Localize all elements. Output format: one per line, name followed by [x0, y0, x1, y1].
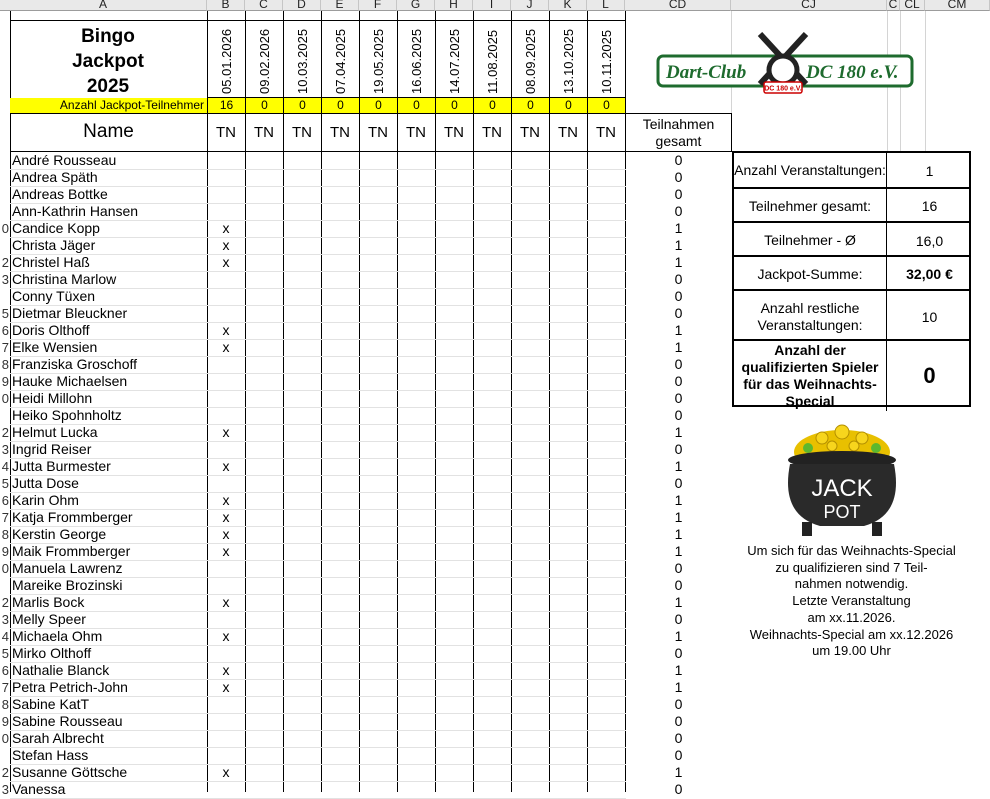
row-number: 6 [1, 493, 9, 508]
tn-header: TN [444, 124, 464, 141]
column-header-k[interactable]: K [549, 0, 587, 11]
event-date: 07.04.2025 [333, 28, 348, 94]
info-line: am xx.11.2026. [807, 609, 896, 625]
row-number: 5 [1, 476, 9, 491]
row-number: 8 [1, 697, 9, 712]
participant-name[interactable]: Candice Kopp [12, 220, 100, 236]
stat-value: 1 [925, 162, 934, 179]
attendance-total: 0 [674, 390, 683, 406]
column-header-c[interactable]: C [887, 0, 900, 11]
row-number [0, 288, 9, 305]
title-line: Bingo [81, 26, 135, 47]
stat-row [734, 339, 969, 411]
attendance-mark[interactable] [207, 560, 245, 577]
attendance-mark[interactable] [207, 169, 245, 186]
attendance-total: 0 [674, 713, 683, 729]
svg-text:DC 180 e.V.: DC 180 e.V. [764, 85, 802, 93]
stat-value: 16,0 [915, 232, 944, 249]
attendance-mark[interactable] [207, 203, 245, 220]
participant-name[interactable]: Katja Frommberger [12, 509, 133, 525]
stat-value: 32,00 € [906, 266, 953, 282]
attendance-mark[interactable]: x [222, 764, 230, 780]
row-divider [10, 475, 626, 476]
attendance-mark[interactable] [207, 475, 245, 492]
attendance-total: 1 [674, 424, 683, 440]
participants-label: Anzahl Jackpot-Teilnehmer [10, 98, 207, 113]
attendance-total: 1 [674, 492, 683, 508]
stats-panel [732, 151, 971, 407]
attendance-mark[interactable]: x [222, 526, 230, 542]
attendance-mark[interactable]: x [222, 254, 230, 270]
attendance-total: 0 [674, 407, 683, 423]
event-date: 08.09.2025 [523, 28, 538, 94]
row-divider [10, 390, 626, 391]
participant-name[interactable]: Sabine Rousseau [12, 713, 123, 729]
stat-value: 0 [923, 363, 936, 388]
stat-divider [886, 291, 887, 342]
attendance-mark[interactable] [207, 611, 245, 628]
participant-name[interactable]: Marlis Bock [12, 594, 85, 610]
row-divider [10, 254, 626, 255]
attendance-mark[interactable]: x [222, 237, 230, 253]
participant-name[interactable]: Karin Ohm [12, 492, 79, 508]
attendance-mark[interactable]: x [222, 339, 230, 355]
participant-name[interactable]: Christel Haß [12, 254, 90, 270]
attendance-total: 0 [674, 441, 683, 457]
attendance-mark[interactable] [207, 373, 245, 390]
participant-count: 0 [436, 98, 473, 113]
total-header-line: gesamt [655, 133, 702, 149]
attendance-mark[interactable]: x [222, 322, 230, 338]
attendance-mark[interactable]: x [222, 594, 230, 610]
stat-row [734, 221, 969, 258]
row-number: 7 [1, 680, 9, 695]
sheet-title [12, 24, 204, 99]
attendance-total: 0 [674, 373, 683, 389]
participant-count: 0 [398, 98, 435, 113]
column-header-a[interactable]: A [0, 0, 207, 11]
participant-name[interactable]: Petra Petrich-John [12, 679, 128, 695]
participant-count: 0 [322, 98, 359, 113]
row-divider [10, 288, 626, 289]
stat-divider [886, 153, 887, 188]
stat-label: Anzahl restliche Veranstaltungen: [757, 299, 863, 333]
participant-name[interactable]: Michaela Ohm [12, 628, 103, 644]
svg-text:JACK: JACK [811, 475, 873, 502]
attendance-total: 1 [674, 543, 683, 559]
jackpot-pot-image [780, 420, 905, 538]
row-number: 7 [1, 510, 9, 525]
column-header-c[interactable]: C [245, 0, 283, 11]
row-divider [10, 220, 626, 221]
attendance-total: 0 [674, 560, 683, 576]
row-number [0, 577, 9, 594]
row-number: 0 [1, 221, 9, 236]
participant-name[interactable]: Jutta Dose [12, 475, 79, 491]
attendance-total: 1 [674, 254, 683, 270]
attendance-mark[interactable] [207, 713, 245, 730]
participant-count: 0 [246, 98, 283, 113]
stat-row [734, 153, 969, 188]
row-number: 2 [1, 425, 9, 440]
tn-header: TN [254, 124, 274, 141]
tn-header: TN [216, 124, 236, 141]
attendance-total: 1 [674, 628, 683, 644]
attendance-total: 1 [674, 526, 683, 542]
attendance-mark[interactable] [207, 152, 245, 169]
column-header-h[interactable]: H [435, 0, 473, 11]
total-header-line: Teilnahmen [642, 116, 715, 132]
title-line: 2025 [86, 76, 130, 97]
attendance-total: 0 [674, 356, 683, 372]
tn-header: TN [558, 124, 578, 141]
attendance-total: 0 [674, 696, 683, 712]
column-header-i[interactable]: I [473, 0, 511, 11]
grid-vline-light [925, 11, 926, 151]
attendance-mark[interactable] [207, 696, 245, 713]
row-number: 5 [1, 646, 9, 661]
row-divider [10, 492, 626, 493]
stat-value: 10 [921, 308, 938, 325]
stat-divider [886, 257, 887, 291]
participant-count: 0 [360, 98, 397, 113]
column-header-g[interactable]: G [397, 0, 435, 11]
attendance-mark[interactable] [207, 730, 245, 747]
participant-name[interactable]: Mirko Olthoff [12, 645, 92, 661]
attendance-mark[interactable]: x [222, 662, 230, 678]
attendance-total: 1 [674, 322, 683, 338]
attendance-mark[interactable] [207, 781, 245, 798]
attendance-total: 0 [674, 152, 683, 168]
participant-name[interactable]: Maik Frommberger [12, 543, 131, 559]
row-number: 7 [1, 340, 9, 355]
attendance-total: 0 [674, 577, 683, 593]
attendance-total: 0 [674, 781, 683, 797]
row-number: 0 [1, 391, 9, 406]
row-number: 2 [1, 765, 9, 780]
row-number: 4 [1, 459, 9, 474]
participant-name[interactable]: Christa Jäger [12, 237, 96, 253]
attendance-mark[interactable] [207, 441, 245, 458]
participant-name[interactable]: Dietmar Bleuckner [12, 305, 128, 321]
row-number: 3 [1, 782, 9, 797]
attendance-mark[interactable]: x [222, 492, 230, 508]
row-number: 9 [1, 374, 9, 389]
participant-name[interactable]: Vanessa [12, 781, 66, 797]
attendance-total: 0 [674, 169, 683, 185]
tn-header: TN [330, 124, 350, 141]
tn-header: TN [520, 124, 540, 141]
attendance-mark[interactable] [207, 407, 245, 424]
row-divider [10, 628, 626, 629]
attendance-mark[interactable] [207, 271, 245, 288]
participant-name[interactable]: Helmut Lucka [12, 424, 98, 440]
attendance-total: 0 [674, 271, 683, 287]
row-number [0, 747, 9, 764]
participant-name[interactable]: Nathalie Blanck [12, 662, 110, 678]
info-line: Weihnachts-Special am xx.12.2026 [749, 626, 954, 642]
participant-name[interactable]: Jutta Burmester [12, 458, 111, 474]
row-divider [10, 169, 626, 170]
participant-name[interactable]: Franziska Groschoff [12, 356, 138, 372]
row-number [0, 407, 9, 424]
attendance-mark[interactable]: x [222, 220, 230, 236]
attendance-total: 0 [674, 288, 683, 304]
row-divider [10, 696, 626, 697]
attendance-mark[interactable]: x [222, 628, 230, 644]
grid-hline [10, 20, 626, 21]
info-line: zu qualifizieren sind 7 Teil- [775, 559, 928, 575]
participant-name[interactable]: Melly Speer [12, 611, 86, 627]
column-header-b[interactable]: B [207, 0, 245, 11]
participant-name[interactable]: Kerstin George [12, 526, 107, 542]
row-number [0, 237, 9, 254]
row-number: 0 [1, 561, 9, 576]
row-number: 8 [1, 527, 9, 542]
participant-name[interactable]: Manuela Lawrenz [12, 560, 123, 576]
row-number: 9 [1, 714, 9, 729]
participant-name[interactable]: Stefan Hass [12, 747, 89, 763]
svg-text:DC 180 e.V.: DC 180 e.V. [806, 62, 899, 83]
column-header-cl[interactable]: CL [900, 0, 925, 11]
attendance-total: 0 [674, 203, 683, 219]
stat-row [734, 255, 969, 291]
attendance-total: 0 [674, 645, 683, 661]
event-date: 13.10.2025 [561, 28, 576, 94]
attendance-mark[interactable] [207, 747, 245, 764]
participant-name[interactable]: Andrea Späth [12, 169, 98, 185]
attendance-mark[interactable]: x [222, 458, 230, 474]
participant-name[interactable]: Sarah Albrecht [12, 730, 104, 746]
column-header-f[interactable]: F [359, 0, 397, 11]
attendance-total: 0 [674, 186, 683, 202]
stat-divider [886, 341, 887, 411]
row-divider [10, 781, 626, 782]
row-number: 2 [1, 595, 9, 610]
stat-label: Anzahl Veranstaltungen: [734, 162, 886, 178]
attendance-total: 1 [674, 509, 683, 525]
attendance-total: 1 [674, 220, 683, 236]
attendance-total: 1 [674, 679, 683, 695]
participant-name[interactable]: Doris Olthoff [12, 322, 90, 338]
club-logo [656, 32, 914, 96]
row-divider [10, 322, 626, 323]
row-divider [10, 611, 626, 612]
row-number: 3 [1, 442, 9, 457]
row-divider [10, 441, 626, 442]
row-number: 3 [1, 612, 9, 627]
svg-text:POT: POT [823, 502, 861, 522]
attendance-total: 1 [674, 458, 683, 474]
svg-text:Dart-Club: Dart-Club [666, 62, 747, 83]
row-number: 5 [1, 306, 9, 321]
row-number: 3 [1, 272, 9, 287]
row-divider [10, 594, 626, 595]
attendance-mark[interactable] [207, 577, 245, 594]
row-number [0, 152, 9, 169]
attendance-total: 0 [674, 730, 683, 746]
info-line: nahmen notwendig. [794, 576, 909, 592]
attendance-mark[interactable]: x [222, 679, 230, 695]
attendance-total: 1 [674, 237, 683, 253]
attendance-total: 1 [674, 594, 683, 610]
info-line: Letzte Veranstaltung [792, 593, 911, 609]
column-header-e[interactable]: E [321, 0, 359, 11]
stat-divider [886, 223, 887, 258]
row-number: 6 [1, 323, 9, 338]
participant-name[interactable]: Hauke Michaelsen [12, 373, 128, 389]
participant-count: 0 [474, 98, 511, 113]
attendance-total: 0 [674, 475, 683, 491]
column-header-l[interactable]: L [587, 0, 625, 11]
column-header-cm[interactable]: CM [925, 0, 990, 11]
tn-header: TN [292, 124, 312, 141]
participant-name[interactable]: Elke Wensien [12, 339, 98, 355]
attendance-mark[interactable] [207, 288, 245, 305]
row-divider [10, 645, 626, 646]
attendance-total: 1 [674, 339, 683, 355]
event-date: 10.03.2025 [295, 28, 310, 94]
event-date: 10.11.2025 [599, 29, 614, 94]
row-number [0, 203, 9, 220]
title-line: Jackpot [72, 51, 144, 72]
row-number [0, 169, 9, 186]
event-date: 09.02.2026 [257, 28, 272, 94]
event-date: 16.06.2025 [409, 28, 424, 94]
info-line: Um sich für das Weihnachts-Special [747, 543, 956, 558]
grid-hline [10, 151, 732, 152]
column-header-j[interactable]: J [511, 0, 549, 11]
participant-name[interactable]: Christina Marlow [12, 271, 117, 287]
row-number: 6 [1, 663, 9, 678]
stat-label: Teilnehmer gesamt: [748, 197, 872, 214]
participant-count: 0 [550, 98, 587, 113]
participant-name[interactable]: Ann-Kathrin Hansen [12, 203, 139, 219]
participant-count: 0 [512, 98, 549, 113]
tn-header: TN [368, 124, 388, 141]
stat-divider [886, 189, 887, 223]
participant-count: 0 [588, 98, 625, 113]
attendance-total: 1 [674, 662, 683, 678]
row-number: 0 [1, 731, 9, 746]
stat-row [734, 187, 969, 223]
row-number: 8 [1, 357, 9, 372]
attendance-mark[interactable] [207, 356, 245, 373]
participant-name[interactable]: André Rousseau [12, 152, 117, 168]
column-header-cj[interactable]: CJ [731, 0, 887, 11]
stat-label: Anzahl der qualifizierten Spieler für das Weihnachts-Special [741, 342, 879, 409]
row-divider [10, 424, 626, 425]
stat-row [734, 289, 969, 342]
tn-header: TN [596, 124, 616, 141]
stat-value: 16 [921, 198, 938, 214]
grid-hline [625, 113, 732, 114]
tn-header: TN [406, 124, 426, 141]
attendance-mark[interactable] [207, 390, 245, 407]
stat-label: Jackpot-Summe: [757, 265, 863, 282]
participant-count: 0 [284, 98, 321, 113]
row-number: 2 [1, 255, 9, 270]
event-date: 11.08.2025 [485, 29, 500, 94]
attendance-total: 0 [674, 305, 683, 321]
stat-label: Teilnehmer - Ø [764, 232, 856, 248]
attendance-mark[interactable] [207, 305, 245, 322]
tn-header: TN [482, 124, 502, 141]
participant-name[interactable]: Andreas Bottke [12, 186, 108, 202]
participant-name[interactable]: Sabine KatT [12, 696, 90, 712]
participant-name[interactable]: Mareike Brozinski [12, 577, 123, 593]
participant-name[interactable]: Susanne Göttsche [12, 764, 128, 780]
participant-name[interactable]: Heidi Millohn [12, 390, 93, 406]
row-number [0, 186, 9, 203]
row-divider [10, 747, 626, 748]
attendance-mark[interactable]: x [222, 509, 230, 525]
row-divider [10, 339, 626, 340]
qualification-info [733, 543, 970, 660]
grid-vline [731, 113, 732, 152]
name-header: Name [83, 121, 134, 142]
column-header-cd[interactable]: CD [625, 0, 731, 11]
participant-name[interactable]: Conny Tüxen [12, 288, 96, 304]
event-date: 05.01.2026 [219, 28, 234, 94]
participant-name[interactable]: Heiko Spohnholtz [12, 407, 122, 423]
total-header [626, 116, 731, 150]
row-divider [10, 237, 626, 238]
column-header-d[interactable]: D [283, 0, 321, 11]
attendance-total: 1 [674, 764, 683, 780]
attendance-mark[interactable] [207, 186, 245, 203]
grid-hline [10, 113, 626, 114]
event-date: 19.05.2025 [371, 28, 386, 94]
event-date: 14.07.2025 [447, 28, 462, 94]
attendance-mark[interactable] [207, 645, 245, 662]
participant-name[interactable]: Ingrid Reiser [12, 441, 92, 457]
info-line: um 19.00 Uhr [812, 643, 891, 659]
row-number: 9 [1, 544, 9, 559]
attendance-total: 0 [674, 747, 683, 763]
attendance-total: 0 [674, 611, 683, 627]
participant-count: 16 [208, 98, 245, 113]
attendance-mark[interactable]: x [222, 424, 230, 440]
attendance-mark[interactable]: x [222, 543, 230, 559]
row-number: 4 [1, 629, 9, 644]
